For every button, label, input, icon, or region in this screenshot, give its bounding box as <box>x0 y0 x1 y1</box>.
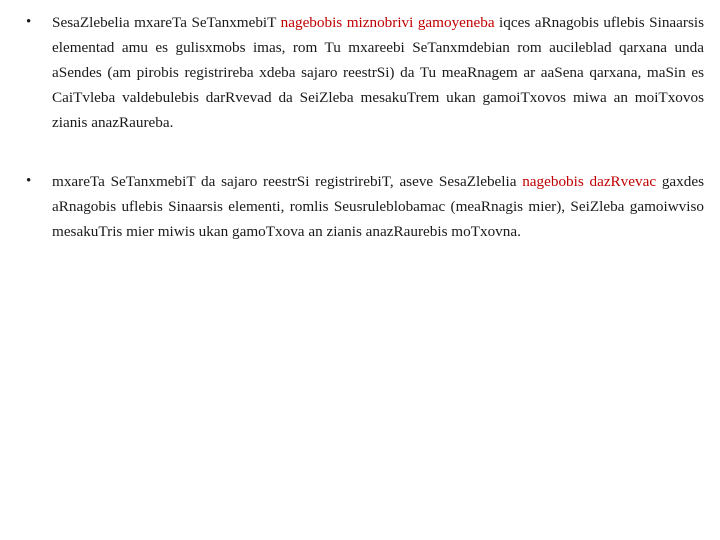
bullet-list <box>24 10 704 244</box>
bullet-text-before: SesaZlebelia mxareTa SeTanxmebiT <box>52 14 281 31</box>
bullet-text-after: iqces aRnagobis uflebis Sinaarsis elementad amu es gulisxmobs imas, rom Tu mxareebi SeTanxmdebian rom aucileblad qarxana unda aSendes (am pirobis registrireba xdeba sajaro reestrSi) da Tu meaRnagem ar aaSena qarxana, maSin es CaiTvleba valdebulebis darRvevad da SeiZleba mesakuTrem ukan gamoiTxovos miwa an moiTxovos zianis anazRaureba. <box>52 14 704 131</box>
bullet-text-after: gaxdes aRnagobis uflebis Sinaarsis elementi, romlis Seusruleblobamac (meaRnagis mier), SeiZleba gamoiwviso mesakuTris mier miwis ukan gamoTxova an zianis anazRaurebis moTxovna. <box>52 173 704 240</box>
bullet-text-before: mxareTa SeTanxmebiT da sajaro reestrSi registrirebiT, aseve SesaZlebelia <box>52 173 523 190</box>
bullet-item-2 <box>24 169 704 244</box>
bullet-item-1 <box>24 10 704 135</box>
highlighted-term: nagebobis miznobrivi gamoyeneba <box>280 14 495 31</box>
bullet-marker: • <box>26 14 32 30</box>
bullet-marker: • <box>26 173 32 189</box>
highlighted-term: nagebobis dazRvevac <box>522 173 657 190</box>
